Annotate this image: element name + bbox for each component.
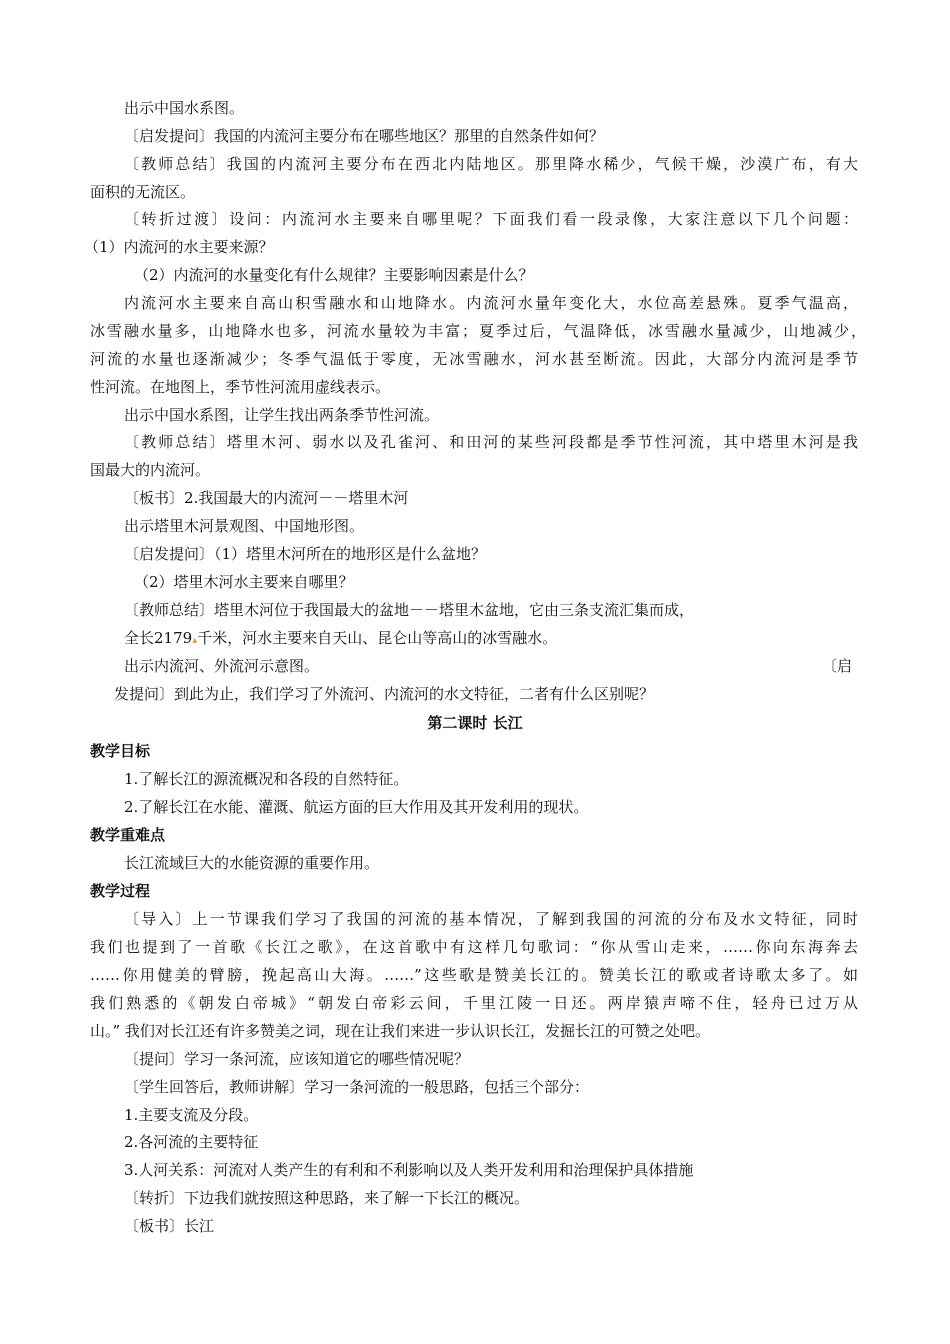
- paragraph-line: 出示中国水系图，让学生找出两条季节性河流。: [124, 406, 440, 424]
- paragraph-line: （2）内流河的水量变化有什么规律？主要影响因素是什么？: [134, 266, 534, 284]
- paragraph-line: 山。” 我们对长江还有许多赞美之词，现在让我们来进一步认识长江，发掘长江的可赞之处吧。: [90, 1022, 710, 1040]
- paragraph-line: 〔学生回答后，教师讲解〕学习一条河流的一般思路，包括三个部分：: [124, 1078, 590, 1096]
- paragraph-line: 国最大的内流河。: [90, 461, 211, 479]
- paragraph-line: 出示塔里木河景观图、中国地形图。: [124, 517, 365, 535]
- section-heading: 教学过程: [90, 882, 151, 900]
- text-span: 千米，河水主要来自天山、昆仑山等高山的冰雪融水。: [197, 629, 558, 647]
- paragraph-line: 〔教师总结〕塔里木河位于我国最大的盆地－－塔里木盆地，它由三条支流汇集而成，: [124, 601, 695, 619]
- section-heading: 教学目标: [90, 742, 151, 760]
- paragraph-line: 我们熟悉的《朝发白帝城》“朝发白帝彩云间，千里江陵一日还。两岸猿声啼不住，轻舟已过万从: [90, 994, 858, 1012]
- section-title: 第二课时 长江: [427, 714, 523, 732]
- paragraph-line: 〔板书〕2.我国最大的内流河－－塔里木河: [124, 489, 409, 507]
- list-item: 3.人河关系：河流对人类产生的有利和不利影响以及人类开发利用和治理保护具体措施: [124, 1161, 694, 1179]
- paragraph-line: 〔启发提问〕我国的内流河主要分布在哪些地区？那里的自然条件如何？: [124, 127, 605, 145]
- paragraph-line: 出示内流河、外流河示意图。: [124, 657, 320, 675]
- list-item: 1.了解长江的源流概况和各段的自然特征。: [124, 770, 409, 788]
- text-span: 全长2179: [124, 629, 193, 647]
- paragraph-line: 出示中国水系图。: [124, 99, 245, 117]
- paragraph-line: 性河流。在地图上，季节性河流用虚线表示。: [90, 378, 391, 396]
- paragraph-line: 我们也提到了一首歌《长江之歌》，在这首歌中有这样几句歌词：“你从雪山走来，……你向东海奔去: [90, 938, 858, 956]
- paragraph-line: 〔教师总结〕塔里木河、弱水以及孔雀河、和田河的某些河段都是季节性河流，其中塔里木河是我: [124, 433, 858, 451]
- paragraph-line: （1）内流河的水主要来源？: [84, 238, 274, 256]
- paragraph-line: 发提问〕到此为止，我们学习了外流河、内流河的水文特征，二者有什么区别呢？: [114, 685, 655, 703]
- paragraph-line: 〔启发提问〕（1）塔里木河所在的地形区是什么盆地？: [124, 545, 487, 563]
- list-item: 1.主要支流及分段。: [124, 1106, 259, 1124]
- paragraph-line: ……你用健美的臂膀，挽起高山大海。……”这些歌是赞美长江的。赞美长江的歌或者诗歌太多了。如: [90, 966, 858, 984]
- section-heading: 教学重难点: [90, 826, 166, 844]
- paragraph-line: （2）塔里木河水主要来自哪里？: [134, 573, 354, 591]
- list-item: 2.了解长江在水能、灌溉、航运方面的巨大作用及其开发利用的现状。: [124, 798, 589, 816]
- paragraph-line: 〔板书〕长江: [124, 1217, 215, 1235]
- paragraph-line: 河流的水量也逐渐减少；冬季气温低于零度，无冰雪融水，河水甚至断流。因此，大部分内流河是季节: [90, 350, 858, 368]
- paragraph-line: 〔教师总结〕我国的内流河主要分布在西北内陆地区。那里降水稀少，气候干燥，沙漠广布，有大: [124, 155, 858, 173]
- paragraph-line: [0, 627, 950, 652]
- marker-icon: ▴: [192, 635, 198, 646]
- paragraph-line: 内流河水主要来自高山积雪融水和山地降水。内流河水量年变化大，水位高差悬殊。夏季气温高，: [124, 294, 858, 312]
- paragraph-line: 〔提问〕学习一条河流，应该知道它的哪些情况呢？: [124, 1050, 470, 1068]
- paragraph-line: 冰雪融水量多，山地降水也多，河流水量较为丰富；夏季过后，气温降低，冰雪融水量减少，山地减少，: [90, 322, 866, 340]
- list-item: 2.各河流的主要特征: [124, 1133, 259, 1151]
- paragraph-line: 〔导入〕上一节课我们学习了我国的河流的基本情况，了解到我国的河流的分布及水文特征，同时: [124, 910, 858, 928]
- paragraph-line: 〔启: [821, 657, 852, 675]
- paragraph-line: 〔转折过渡〕设问：内流河水主要来自哪里呢？下面我们看一段录像，大家注意以下几个问题：: [124, 210, 858, 228]
- paragraph-line: 面积的无流区。: [90, 183, 196, 201]
- paragraph-line: 〔转折〕下边我们就按照这种思路，来了解一下长江的概况。: [124, 1189, 530, 1207]
- paragraph-line: 长江流域巨大的水能资源的重要作用。: [124, 854, 380, 872]
